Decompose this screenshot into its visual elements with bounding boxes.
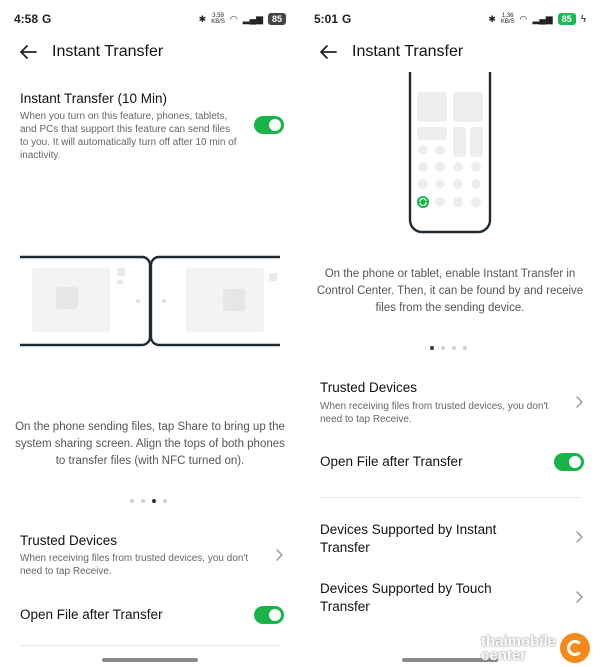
wifi-icon: ◠ — [519, 13, 528, 24]
chevron-right-icon[interactable] — [575, 530, 585, 544]
page-dot-1[interactable] — [430, 346, 434, 350]
clock: 5:01 — [314, 12, 339, 26]
instant-transfer-desc: When you turn on this feature, phones, tablets, and PCs that support this feature can send files to you. It will automatically turn off after 10 min of inactivity. — [20, 111, 237, 161]
gesture-bar[interactable] — [102, 658, 198, 662]
page-dot-3[interactable] — [452, 346, 456, 350]
chevron-right-icon[interactable] — [575, 395, 585, 409]
bluetooth-icon: ✱ — [488, 13, 496, 24]
page-title: Instant Transfer — [352, 43, 464, 60]
back-arrow-icon[interactable] — [318, 42, 338, 62]
trusted-devices-title[interactable]: Trusted Devices — [320, 380, 418, 395]
instant-transfer-label: Instant Transfer (10 Min) — [20, 91, 168, 106]
instruction-caption: On the phone sending files, tap Share to bring up the system sharing screen. Align the tops of both phones to transfer files (with NFC turned on). — [15, 421, 285, 467]
supported-touch-title[interactable]: Devices Supported by Touch Transfer — [320, 581, 492, 614]
open-file-label: Open File after Transfer — [20, 607, 163, 622]
chevron-right-icon[interactable] — [575, 590, 585, 604]
google-icon: G — [42, 12, 52, 26]
page-dot-2[interactable] — [141, 499, 145, 503]
app-header — [318, 42, 463, 62]
open-file-toggle[interactable] — [254, 606, 284, 624]
right-screen — [300, 0, 600, 667]
signal-icon: ▂▄▆ — [242, 13, 263, 24]
battery-indicator: 85 — [558, 13, 576, 25]
divider — [320, 497, 580, 498]
google-icon: G — [342, 12, 352, 26]
instant-transfer-toggle[interactable] — [254, 116, 284, 134]
status-bar — [314, 10, 586, 28]
page-dot-1[interactable] — [130, 499, 134, 503]
network-speed: 1.36 KB/S — [500, 13, 515, 25]
clock: 4:58 — [14, 12, 39, 26]
trusted-devices-desc: When receiving files from trusted devices, you don't need to tap Receive. — [320, 401, 549, 425]
watermark-logo-icon — [560, 633, 590, 663]
supported-instant-title[interactable]: Devices Supported by Instant Transfer — [320, 522, 497, 555]
page-dot-2[interactable] — [441, 346, 445, 350]
network-speed: 3.59 KB/S — [211, 13, 225, 25]
control-center-illustration — [408, 72, 494, 234]
page-dot-4[interactable] — [463, 346, 467, 350]
chevron-right-icon[interactable] — [275, 548, 285, 562]
divider — [20, 645, 280, 646]
open-file-label: Open File after Transfer — [320, 454, 463, 469]
watermark-line-1: thaimobile — [480, 633, 556, 650]
status-bar — [14, 10, 286, 28]
trusted-devices-title[interactable]: Trusted Devices — [20, 533, 118, 548]
charging-icon: ϟ — [580, 13, 586, 25]
wifi-icon: ◠ — [229, 13, 238, 24]
page-dot-3[interactable] — [152, 499, 156, 503]
signal-icon: ▂▄▆ — [532, 13, 553, 24]
back-arrow-icon[interactable] — [18, 42, 38, 62]
site-watermark — [481, 633, 590, 663]
instruction-caption: On the phone or tablet, enable Instant Transfer in Control Center. Then, it can be found by and receive files from the sending device. — [316, 268, 584, 314]
page-dot-4[interactable] — [163, 499, 167, 503]
watermark-line-2: center — [480, 647, 527, 664]
page-title: Instant Transfer — [52, 43, 164, 60]
trusted-devices-desc: When receiving files from trusted devices, you don't need to tap Receive. — [20, 553, 249, 577]
app-header — [18, 42, 163, 62]
page-indicator — [130, 499, 167, 503]
phones-illustration — [20, 253, 280, 349]
battery-indicator: 85 — [268, 13, 286, 25]
page-indicator — [430, 346, 467, 350]
open-file-toggle[interactable] — [554, 453, 584, 471]
bluetooth-icon: ✱ — [198, 13, 207, 24]
